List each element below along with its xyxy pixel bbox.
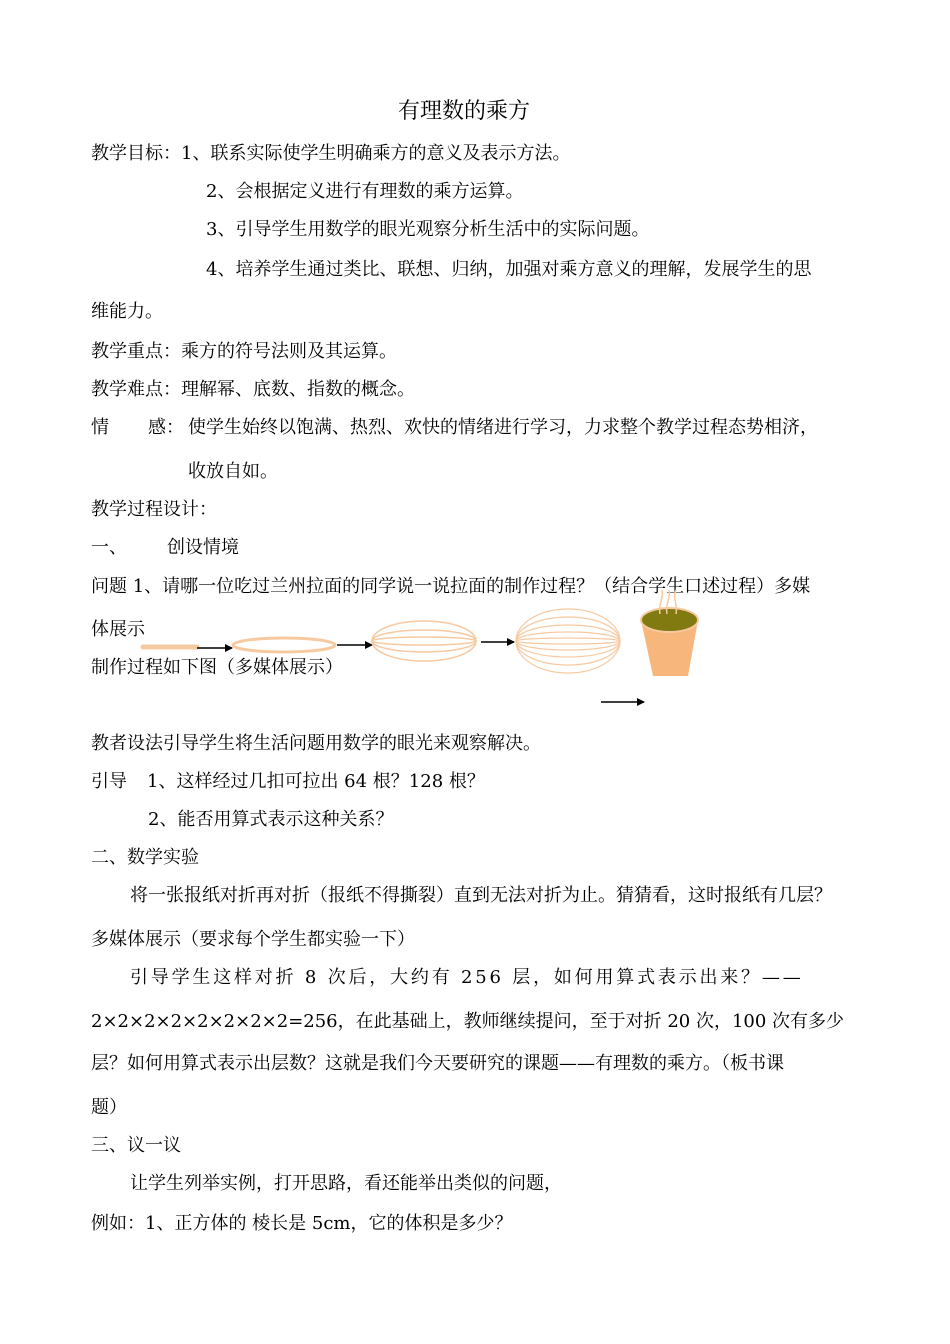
section1-number: 一、 bbox=[91, 537, 127, 558]
page-title: 有理数的乘方 bbox=[398, 99, 531, 124]
noodle-bowl-icon bbox=[641, 590, 698, 676]
experiment-p2: 多媒体展示（要求每个学生都实验一下） bbox=[91, 929, 415, 950]
noodle-bundle-3 bbox=[516, 609, 620, 673]
experiment-p3-cont3: 题） bbox=[91, 1097, 127, 1118]
emotion-text: 使学生始终以饱满、热烈、欢快的情绪进行学习，力求整个教学过程态势相济， bbox=[188, 417, 818, 438]
question-1-cont: 体展示 bbox=[91, 619, 145, 640]
noodle-bundle-2 bbox=[372, 621, 476, 661]
section1-title: 创设情境 bbox=[167, 537, 239, 558]
noodle-loop-1 bbox=[233, 638, 335, 652]
experiment-p3-cont2: 层？如何用算式表示出层数？这就是我们今天要研究的课题——有理数的乘方。（板书课 bbox=[91, 1053, 784, 1074]
section3-title: 三、议一议 bbox=[91, 1135, 181, 1156]
guide-1: 1、这样经过几扣可拉出 64 根？128 根？ bbox=[147, 771, 485, 792]
experiment-p1: 将一张报纸对折再对折（报纸不得撕裂）直到无法对折为止。猜猜看，这时报纸有几层？ bbox=[130, 885, 832, 906]
emotion-label-a: 情 bbox=[91, 417, 109, 438]
guide-line-1 bbox=[91, 770, 485, 794]
goal-2: 2、会根据定义进行有理数的乘方运算。 bbox=[206, 181, 524, 202]
emotion-label-b: 感： bbox=[148, 417, 184, 438]
difficulty: 教学难点：理解幂、底数、指数的概念。 bbox=[91, 379, 415, 400]
guide-label: 引导 bbox=[91, 771, 127, 792]
section2-title: 二、数学实验 bbox=[91, 847, 199, 868]
discuss-example-1: 例如：1、正方体的 棱长是 5cm，它的体积是多少？ bbox=[91, 1213, 513, 1234]
teacher-note: 教者设法引导学生将生活问题用数学的眼光来观察解决。 bbox=[91, 733, 541, 754]
question-1: 问题 1、请哪一位吃过兰州拉面的同学说一说拉面的制作过程？（结合学生口述过程）多媒 bbox=[91, 576, 811, 597]
guide-2: 2、能否用算式表示这种关系？ bbox=[148, 809, 394, 830]
goal-4-cont: 维能力。 bbox=[91, 301, 163, 322]
emotion-text-cont: 收放自如。 bbox=[188, 461, 278, 482]
goal-1: 1、联系实际使学生明确乘方的意义及表示方法。 bbox=[181, 143, 571, 164]
diagram-caption: 制作过程如下图（多媒体展示） bbox=[91, 657, 343, 678]
goal-3: 3、引导学生用数学的眼光观察分析生活中的实际问题。 bbox=[206, 219, 650, 240]
discuss-p1: 让学生列举实例，打开思路，看还能举出类似的问题， bbox=[130, 1173, 562, 1194]
process-title: 教学过程设计： bbox=[91, 499, 217, 520]
goal-4: 4、培养学生通过类比、联想、归纳，加强对乘方意义的理解，发展学生的思 bbox=[206, 259, 812, 280]
key-point: 教学重点：乘方的符号法则及其运算。 bbox=[91, 341, 397, 362]
experiment-p3-cont1: 2×2×2×2×2×2×2×2=256，在此基础上，教师继续提问，至于对折 20 次，100 次有多少 bbox=[91, 1011, 845, 1032]
goals-label: 教学目标： bbox=[91, 143, 181, 164]
experiment-p3: 引导学生这样对折 8 次后，大约有 256 层，如何用算式表示出来？—— bbox=[130, 967, 804, 988]
